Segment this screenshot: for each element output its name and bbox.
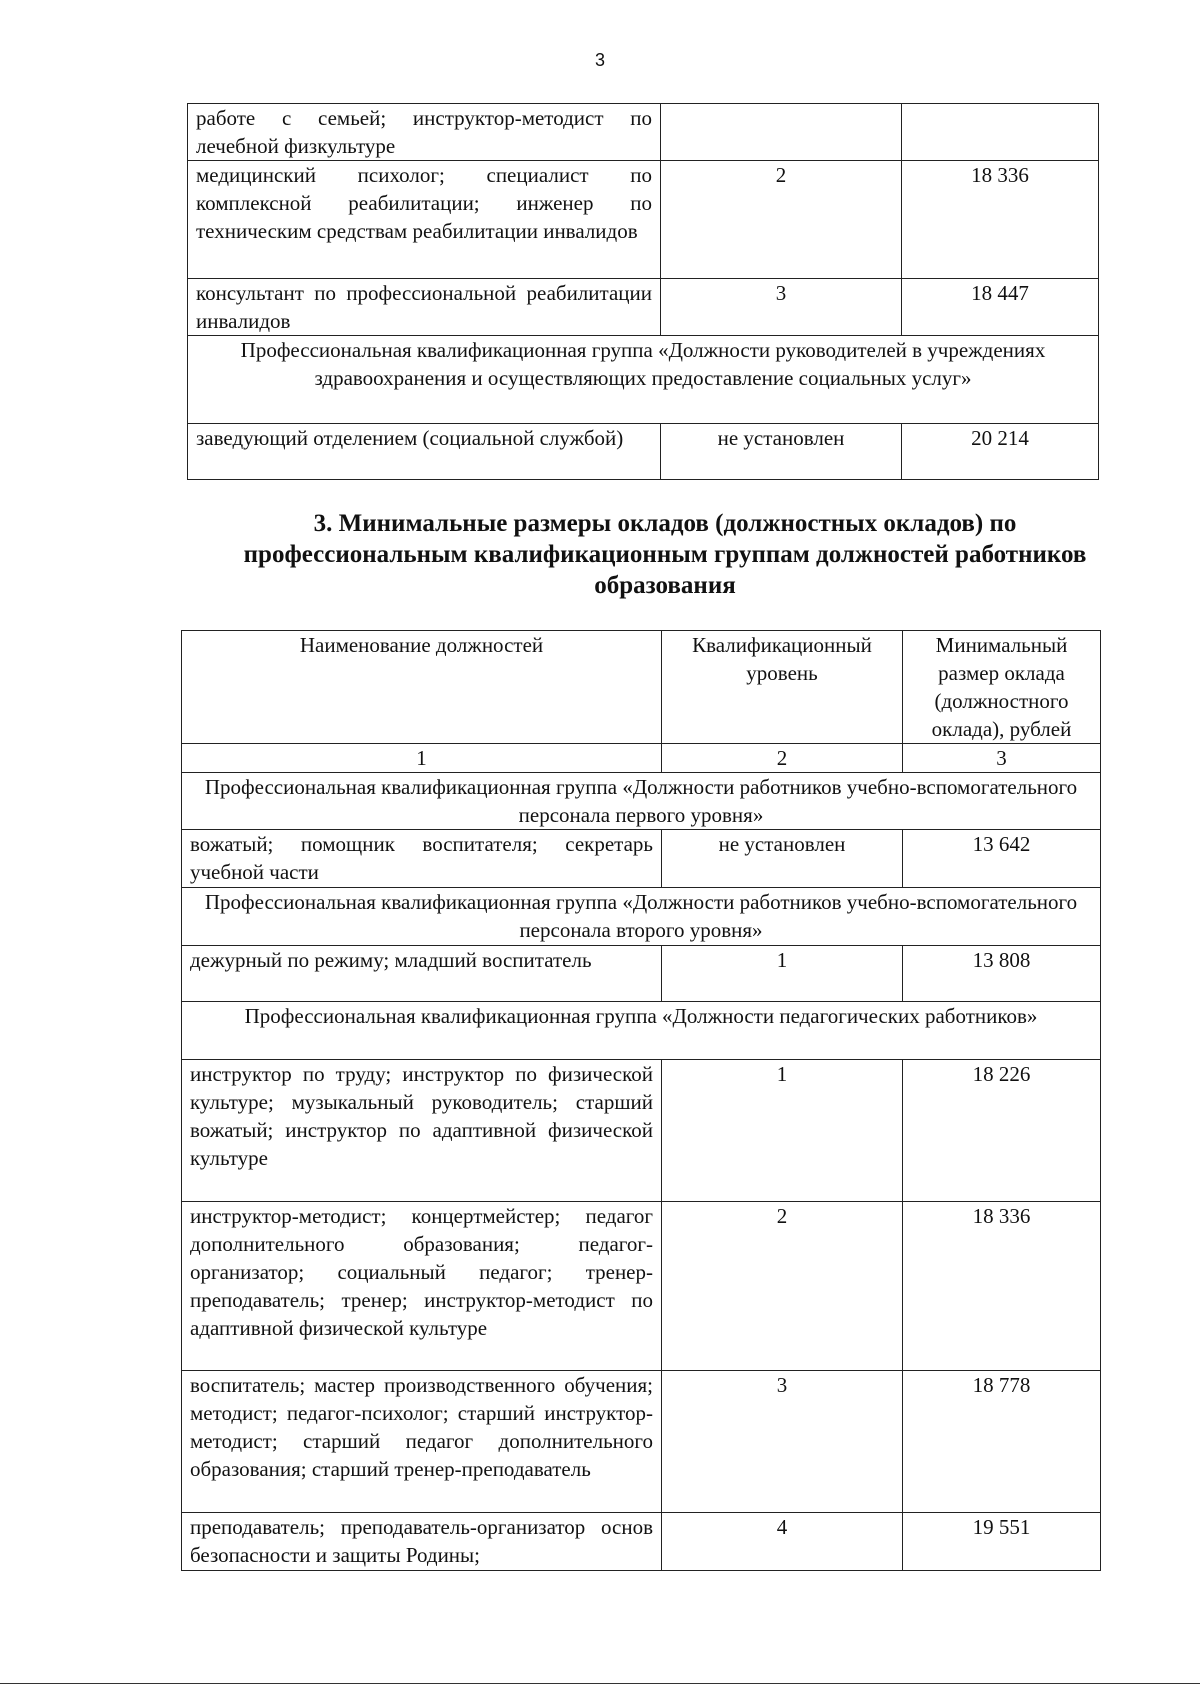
table-row — [182, 1202, 1101, 1371]
table-row — [182, 1371, 1101, 1513]
qualification-group-title: Профессиональная квалификационная группа «Должности руководителей в учреждениях здравоохранения и осуществляющих предоставление социальных услуг» — [188, 336, 1099, 424]
position-name-cell: консультант по профессиональной реабилитации инвалидов — [188, 279, 661, 336]
salary-cell: 18 336 — [903, 1202, 1101, 1371]
salary-cell: 18 778 — [903, 1371, 1101, 1513]
qualification-level-cell: не установлен — [661, 424, 902, 480]
column-number: 3 — [903, 744, 1101, 773]
position-name-cell: заведующий отделением (социальной службой) — [188, 424, 661, 480]
position-name-cell: инструктор по труду; инструктор по физической культуре; музыкальный руководитель; старший вожатый; инструктор по адаптивной физической культуре — [182, 1060, 662, 1202]
table-row — [182, 830, 1101, 888]
column-header-level: Квалификационный уровень — [662, 631, 903, 744]
column-header-name: Наименование должностей — [182, 631, 662, 744]
qualification-level-cell: 2 — [662, 1202, 903, 1371]
position-name-cell: инструктор-методист; концертмейстер; педагог дополнительного образования; педагог-организатор; социальный педагог; тренер-преподаватель; тренер; инструктор-методист по адаптивной физической культуре — [182, 1202, 662, 1371]
position-name-cell: дежурный по режиму; младший воспитатель — [182, 946, 662, 1002]
table-header-row — [182, 631, 1101, 744]
qualification-group-title: Профессиональная квалификационная группа «Должности работников учебно-вспомогательного персонала второго уровня» — [182, 888, 1101, 946]
group-header-row — [182, 773, 1101, 830]
page-bottom-edge — [0, 1683, 1200, 1684]
page-number: 3 — [594, 50, 605, 70]
position-name-cell: воспитатель; мастер производственного обучения; методист; педагог-психолог; старший инструктор-методист; старший педагог дополнительного образования; старший тренер-преподаватель — [182, 1371, 662, 1513]
qualification-level-cell: 2 — [661, 161, 902, 279]
salary-cell — [902, 104, 1099, 161]
column-header-salary: Минимальный размер оклада (должностного оклада), рублей — [903, 631, 1101, 744]
position-name-cell: преподаватель; преподаватель-организатор основ безопасности и защиты Родины; — [182, 1513, 662, 1571]
qualification-level-cell — [661, 104, 902, 161]
group-header-row — [182, 888, 1101, 946]
qualification-level-cell: 3 — [661, 279, 902, 336]
salary-cell: 18 447 — [902, 279, 1099, 336]
qualification-level-cell: 3 — [662, 1371, 903, 1513]
qualification-level-cell: не установлен — [662, 830, 903, 888]
qualification-level-cell: 1 — [662, 946, 903, 1002]
group-header-row — [182, 1002, 1101, 1060]
column-number-row — [182, 744, 1101, 773]
salary-cell: 19 551 — [903, 1513, 1101, 1571]
salary-cell: 13 642 — [903, 830, 1101, 888]
section-heading: 3. Минимальные размеры окладов (должностных окладов) по профессиональным квалификационным группам должностей работников образования — [243, 510, 1087, 599]
staff-salary-table-continued — [187, 103, 1099, 480]
qualification-group-title: Профессиональная квалификационная группа «Должности педагогических работников» — [182, 1002, 1101, 1060]
table-row — [188, 279, 1099, 336]
column-number: 1 — [182, 744, 662, 773]
salary-cell: 20 214 — [902, 424, 1099, 480]
salary-cell: 18 336 — [902, 161, 1099, 279]
position-name-cell: медицинский психолог; специалист по комплексной реабилитации; инженер по техническим средствам реабилитации инвалидов — [188, 161, 661, 279]
table-row — [188, 424, 1099, 480]
table-row — [182, 1060, 1101, 1202]
group-header-row — [188, 336, 1099, 424]
position-name-cell: работе с семьей; инструктор-методист по лечебной физкультуре — [188, 104, 661, 161]
table-row — [188, 161, 1099, 279]
column-number: 2 — [662, 744, 903, 773]
table-row — [182, 946, 1101, 1002]
qualification-level-cell: 1 — [662, 1060, 903, 1202]
table-row — [182, 1513, 1101, 1571]
position-name-cell: вожатый; помощник воспитателя; секретарь учебной части — [182, 830, 662, 888]
qualification-level-cell: 4 — [662, 1513, 903, 1571]
salary-cell: 13 808 — [903, 946, 1101, 1002]
qualification-group-title: Профессиональная квалификационная группа «Должности работников учебно-вспомогательного персонала первого уровня» — [182, 773, 1101, 830]
salary-cell: 18 226 — [903, 1060, 1101, 1202]
education-salary-table — [181, 630, 1101, 1571]
table-row — [188, 104, 1099, 161]
